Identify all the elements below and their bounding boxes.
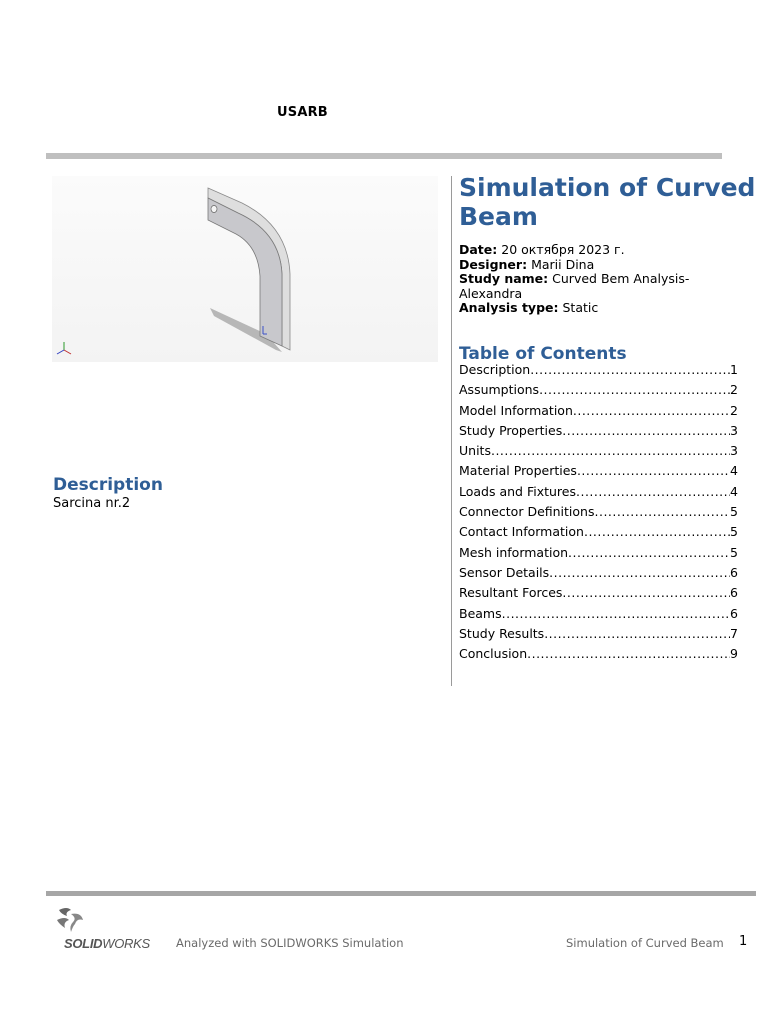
toc-item-beams[interactable]: Beams ..... 6 (459, 606, 738, 626)
beam-hole (211, 206, 217, 213)
study-name-line (459, 272, 749, 301)
toc-item-connector-definitions[interactable]: Connector Definitions ..... 5 (459, 504, 738, 524)
footer-analyzed-with: Analyzed with SOLIDWORKS Simulation (176, 936, 404, 950)
axis-triad-icon (57, 342, 71, 354)
description-heading: Description (53, 475, 163, 495)
toc-item-resultant-forces[interactable]: Resultant Forces ..... 6 (459, 585, 738, 605)
toc-item-mesh-information[interactable]: Mesh information ..... 5 (459, 545, 738, 565)
toc-heading: Table of Contents (459, 344, 627, 364)
header-divider (46, 153, 722, 159)
date-line (459, 243, 749, 258)
date-value: 20 октября 2023 г. (501, 242, 625, 257)
designer-line (459, 258, 749, 273)
toc-item-sensor-details[interactable]: Sensor Details ..... 6 (459, 565, 738, 585)
logo-wordmark: SOLIDWORKS (64, 936, 150, 951)
study-name-value: Curved Bem Analysis-Alexandra (459, 271, 690, 301)
toc-item-study-properties[interactable]: Study Properties ..... 3 (459, 423, 738, 443)
solidworks-logo (53, 906, 163, 952)
page-number: 1 (739, 934, 748, 949)
description-text: Sarcina nr.2 (53, 496, 131, 511)
designer-value: Marii Dina (531, 256, 595, 272)
toc-item-loads-and-fixtures[interactable]: Loads and Fixtures ..... 4 (459, 484, 738, 504)
organization-name: USARB (277, 105, 328, 120)
toc-item-study-results[interactable]: Study Results ..... 7 (459, 626, 738, 646)
analysis-type-value: Static (562, 300, 599, 315)
toc-item-contact-information[interactable]: Contact Information ..... 5 (459, 524, 738, 544)
analysis-type-line (459, 301, 749, 316)
toc-item-units[interactable]: Units ..... 3 (459, 443, 738, 463)
curved-beam-model (52, 176, 438, 362)
toc-item-conclusion[interactable]: Conclusion ..... 9 (459, 646, 738, 666)
toc-item-model-information[interactable]: Model Information ..... 2 (459, 403, 738, 423)
table-of-contents (459, 362, 738, 666)
ds-logo-icon (53, 906, 93, 936)
designer-label: Designer: (459, 256, 528, 272)
footer-divider (46, 891, 756, 896)
toc-item-material-properties[interactable]: Material Properties ..... 4 (459, 463, 738, 483)
toc-item-assumptions[interactable]: Assumptions ..... 2 (459, 382, 738, 402)
study-name-label: Study name: (459, 271, 549, 286)
date-label: Date: (459, 242, 498, 257)
document-title: Simulation of Curved Beam (459, 173, 756, 231)
analysis-type-label: Analysis type: (459, 300, 559, 315)
model-preview-image (52, 176, 438, 362)
column-divider (451, 176, 452, 686)
beam-front-face (208, 198, 282, 346)
footer-document-title: Simulation of Curved Beam (566, 936, 724, 950)
study-metadata (459, 243, 749, 316)
toc-item-description[interactable]: Description ..... 1 (459, 362, 738, 382)
